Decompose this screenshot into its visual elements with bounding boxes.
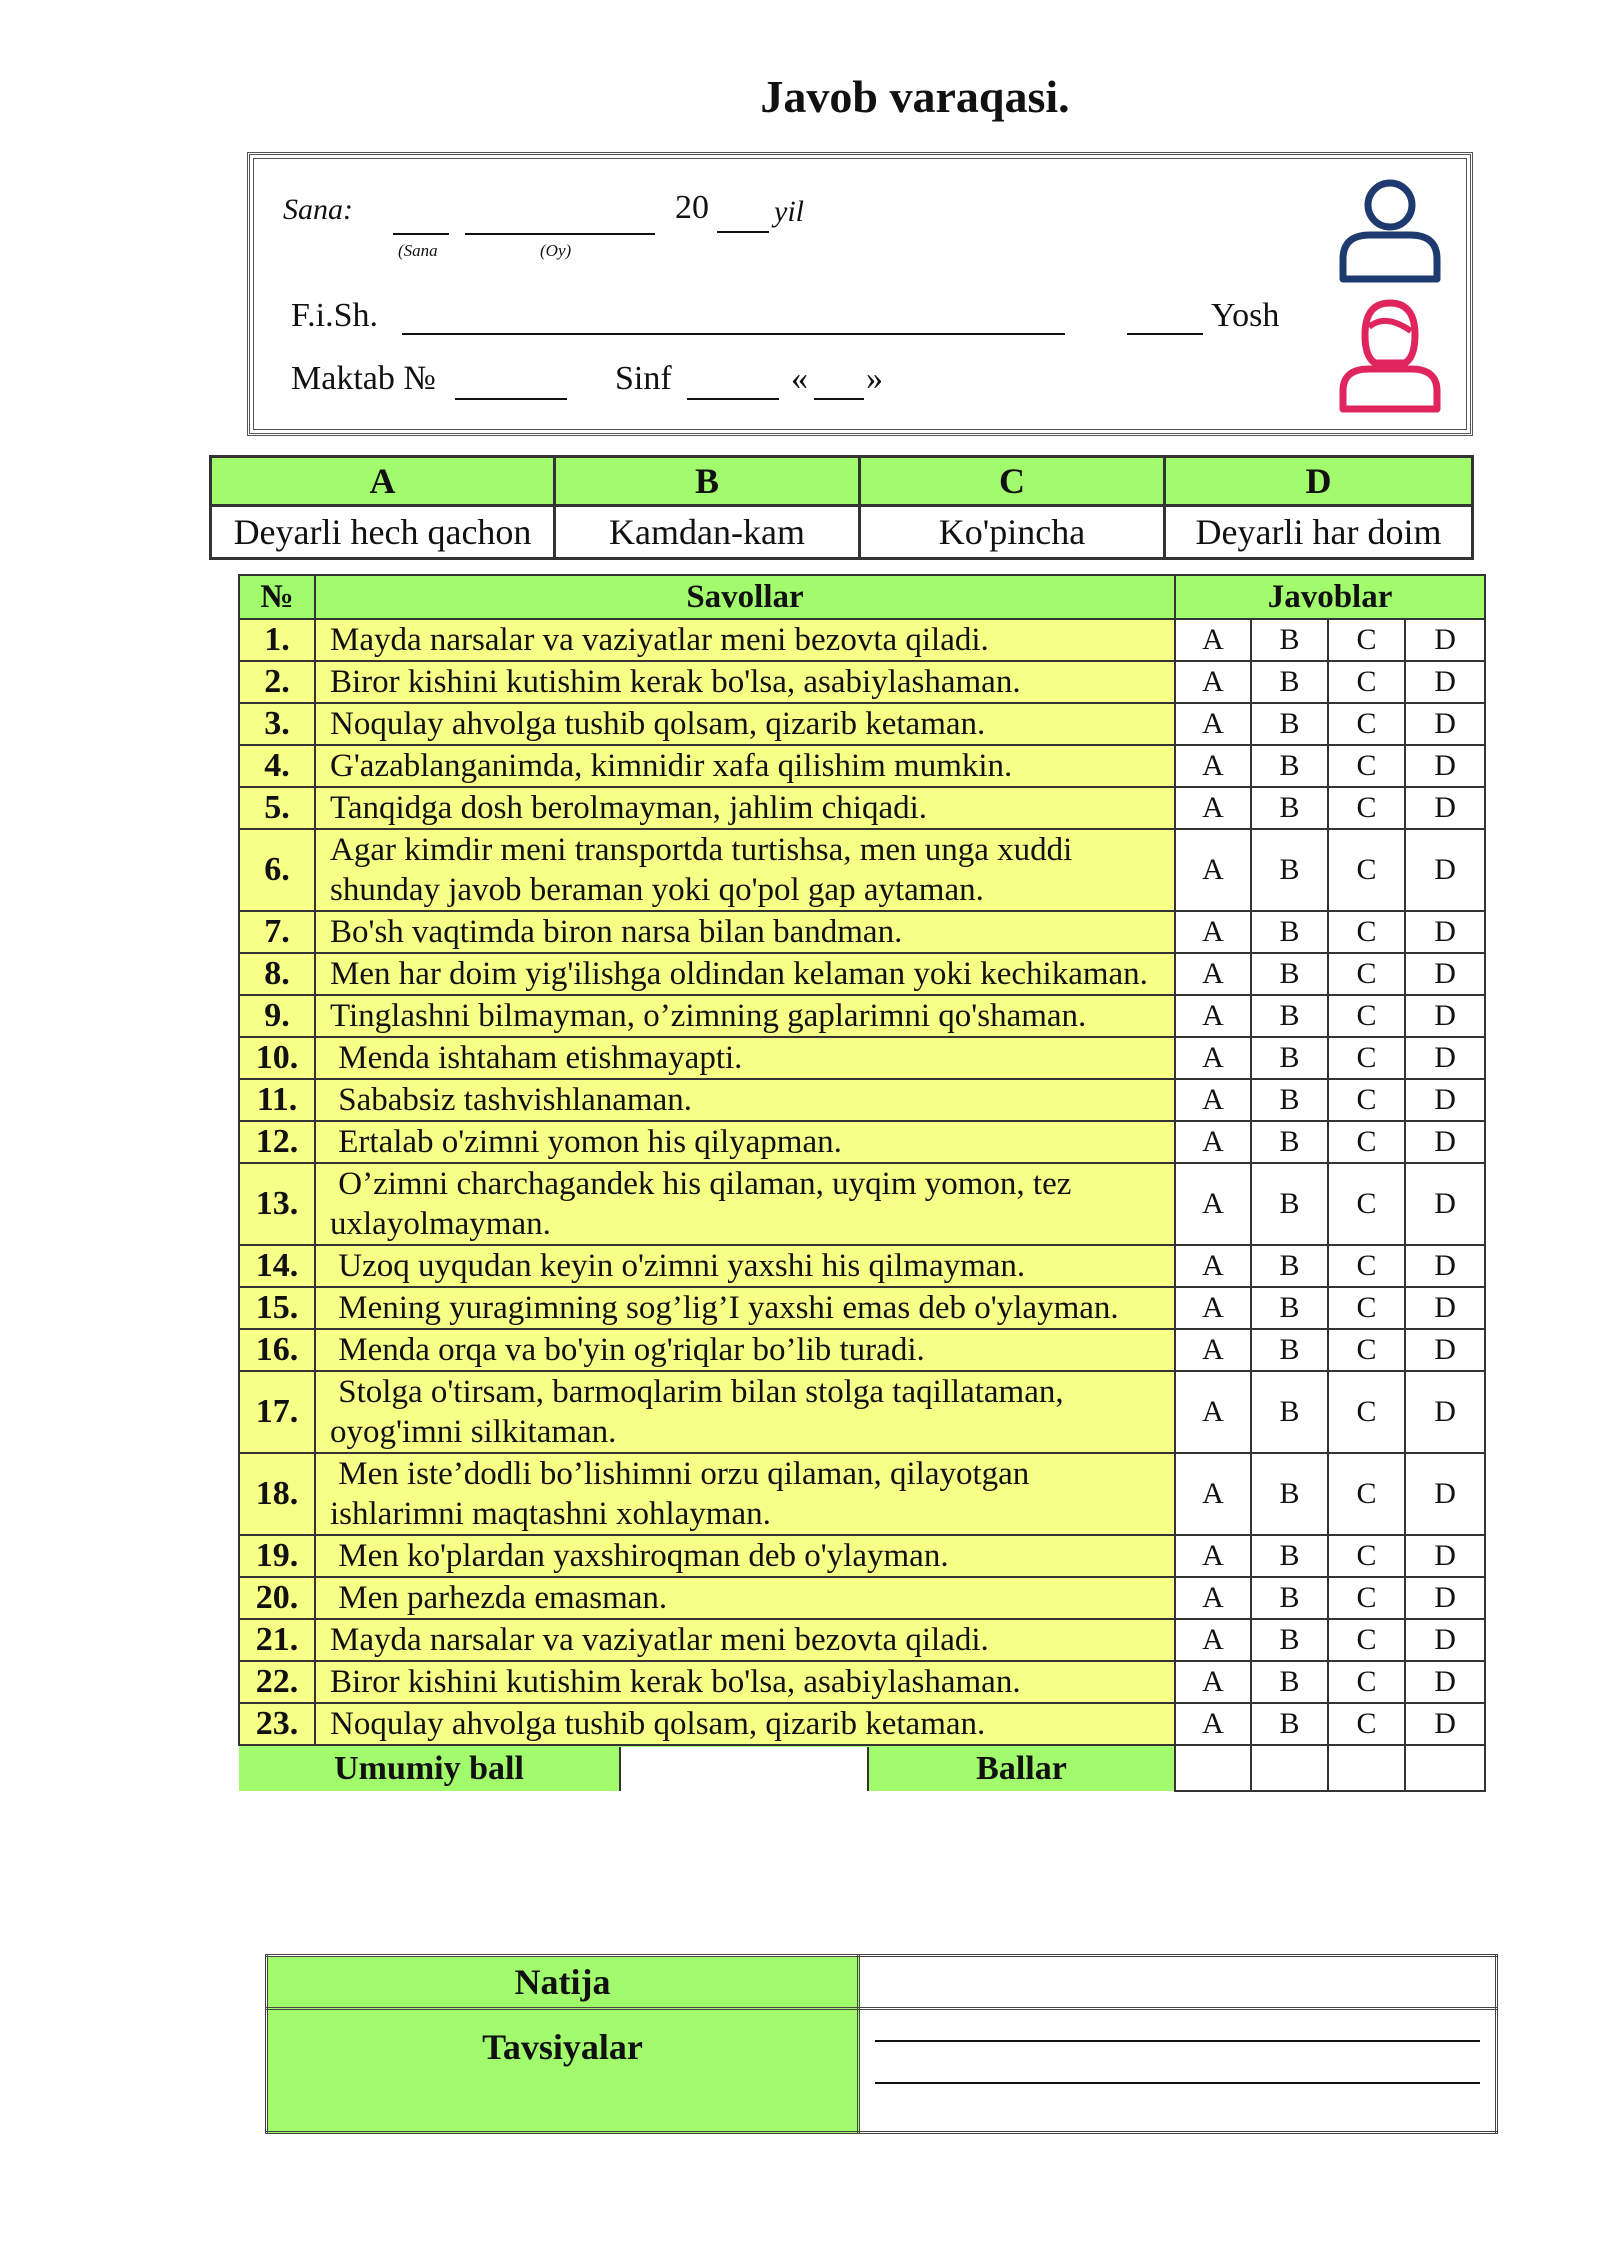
answer-option-a[interactable]: A	[1175, 911, 1251, 953]
answer-option-d[interactable]: D	[1405, 1079, 1485, 1121]
answer-option-d[interactable]: D	[1405, 1619, 1485, 1661]
answer-option-b[interactable]: B	[1251, 911, 1328, 953]
legend-letter-a: A	[211, 457, 555, 506]
school-number-blank[interactable]	[455, 398, 567, 400]
score-c-field[interactable]	[1328, 1745, 1405, 1791]
answer-option-d[interactable]: D	[1405, 1287, 1485, 1329]
question-text: Mayda narsalar va vaziyatlar meni bezovta qiladi.	[315, 619, 1175, 661]
answer-option-a[interactable]: A	[1175, 953, 1251, 995]
answer-option-b[interactable]: B	[1251, 1037, 1328, 1079]
question-text: Sababsiz tashvishlanaman.	[315, 1079, 1175, 1121]
answer-option-a[interactable]: A	[1175, 1703, 1251, 1745]
answer-option-b[interactable]: B	[1251, 1661, 1328, 1703]
table-row	[239, 1453, 1485, 1535]
table-row	[239, 1163, 1485, 1245]
answer-option-d[interactable]: D	[1405, 1371, 1485, 1453]
question-number: 12.	[239, 1121, 315, 1163]
answer-option-a[interactable]: A	[1175, 787, 1251, 829]
question-text: Noqulay ahvolga tushib qolsam, qizarib ketaman.	[315, 703, 1175, 745]
table-row	[239, 1329, 1485, 1371]
answer-option-c[interactable]: C	[1328, 1079, 1405, 1121]
answer-option-b[interactable]: B	[1251, 1371, 1328, 1453]
questions-table	[238, 574, 1486, 1792]
answer-option-b[interactable]: B	[1251, 787, 1328, 829]
table-row	[239, 995, 1485, 1037]
answer-option-b[interactable]: B	[1251, 1163, 1328, 1245]
answer-option-a[interactable]: A	[1175, 1287, 1251, 1329]
answer-option-c[interactable]: C	[1328, 1577, 1405, 1619]
answer-legend-table	[209, 455, 1474, 560]
class-letter-blank[interactable]	[814, 398, 864, 400]
question-number: 5.	[239, 787, 315, 829]
question-number: 15.	[239, 1287, 315, 1329]
table-row	[239, 953, 1485, 995]
student-info-box	[247, 152, 1473, 436]
question-number: 18.	[239, 1453, 315, 1535]
fish-blank[interactable]	[402, 333, 1065, 335]
answer-option-c[interactable]: C	[1328, 1371, 1405, 1453]
answers-column-header: Javoblar	[1175, 575, 1485, 619]
answer-option-a[interactable]: A	[1175, 1453, 1251, 1535]
question-text: Biror kishini kutishim kerak bo'lsa, asabiylashaman.	[315, 661, 1175, 703]
answer-option-c[interactable]: C	[1328, 829, 1405, 911]
month-blank[interactable]	[465, 233, 655, 235]
answer-option-c[interactable]: C	[1328, 1329, 1405, 1371]
answer-option-b[interactable]: B	[1251, 829, 1328, 911]
sana-label: Sana:	[283, 193, 353, 226]
answer-option-d[interactable]: D	[1405, 1661, 1485, 1703]
ballar-label: Ballar	[868, 1747, 1174, 1791]
table-row	[239, 1037, 1485, 1079]
answer-option-d[interactable]: D	[1405, 661, 1485, 703]
question-number: 1.	[239, 619, 315, 661]
answer-option-d[interactable]: D	[1405, 1037, 1485, 1079]
question-number: 10.	[239, 1037, 315, 1079]
female-user-icon	[1335, 295, 1445, 415]
answer-option-a[interactable]: A	[1175, 1661, 1251, 1703]
maktab-label: Maktab №	[291, 360, 436, 397]
answer-option-a[interactable]: A	[1175, 661, 1251, 703]
question-number: 20.	[239, 1577, 315, 1619]
answer-option-d[interactable]: D	[1405, 829, 1485, 911]
answer-option-a[interactable]: A	[1175, 1535, 1251, 1577]
answer-option-a[interactable]: A	[1175, 703, 1251, 745]
answer-option-a[interactable]: A	[1175, 1163, 1251, 1245]
table-row	[239, 829, 1485, 911]
answer-option-d[interactable]: D	[1405, 953, 1485, 995]
table-row	[239, 1661, 1485, 1703]
question-text: Men parhezda emasman.	[315, 1577, 1175, 1619]
table-row	[239, 1287, 1485, 1329]
questions-column-header: Savollar	[315, 575, 1175, 619]
answer-option-b[interactable]: B	[1251, 995, 1328, 1037]
question-text: Biror kishini kutishim kerak bo'lsa, asabiylashaman.	[315, 1661, 1175, 1703]
question-number: 11.	[239, 1079, 315, 1121]
question-number: 23.	[239, 1703, 315, 1745]
legend-letter-c: C	[860, 457, 1165, 506]
answer-option-b[interactable]: B	[1251, 1329, 1328, 1371]
answer-option-c[interactable]: C	[1328, 1037, 1405, 1079]
yosh-label: Yosh	[1211, 297, 1280, 334]
answer-option-d[interactable]: D	[1405, 1245, 1485, 1287]
answer-option-c[interactable]: C	[1328, 1703, 1405, 1745]
question-number: 14.	[239, 1245, 315, 1287]
answer-option-d[interactable]: D	[1405, 703, 1485, 745]
answer-option-a[interactable]: A	[1175, 1245, 1251, 1287]
answer-option-c[interactable]: C	[1328, 619, 1405, 661]
day-blank[interactable]	[393, 233, 449, 235]
natija-field[interactable]	[859, 1956, 1497, 2009]
fish-label: F.i.Sh.	[291, 297, 379, 334]
natija-label: Natija	[267, 1956, 859, 2009]
answer-option-c[interactable]: C	[1328, 703, 1405, 745]
answer-option-c[interactable]: C	[1328, 995, 1405, 1037]
question-number: 16.	[239, 1329, 315, 1371]
legend-meaning-d: Deyarli har doim	[1165, 506, 1473, 559]
question-text: Menda orqa va bo'yin og'riqlar bo’lib turadi.	[315, 1329, 1175, 1371]
answer-option-c[interactable]: C	[1328, 953, 1405, 995]
answer-option-d[interactable]: D	[1405, 1453, 1485, 1535]
month-sublabel: (Oy)	[540, 241, 572, 260]
answer-option-b[interactable]: B	[1251, 745, 1328, 787]
question-text: Bo'sh vaqtimda biron narsa bilan bandman.	[315, 911, 1175, 953]
table-row	[239, 661, 1485, 703]
answer-option-b[interactable]: B	[1251, 1453, 1328, 1535]
table-row	[239, 1703, 1485, 1745]
table-row	[239, 1371, 1485, 1453]
answer-option-b[interactable]: B	[1251, 1287, 1328, 1329]
question-number: 3.	[239, 703, 315, 745]
question-number: 22.	[239, 1661, 315, 1703]
answer-option-b[interactable]: B	[1251, 1245, 1328, 1287]
answer-option-c[interactable]: C	[1328, 1619, 1405, 1661]
male-user-icon	[1335, 175, 1445, 285]
question-number: 19.	[239, 1535, 315, 1577]
question-text: Tanqidga dosh berolmayman, jahlim chiqadi.	[315, 787, 1175, 829]
answer-option-d[interactable]: D	[1405, 787, 1485, 829]
answer-option-c[interactable]: C	[1328, 661, 1405, 703]
answer-option-d[interactable]: D	[1405, 1535, 1485, 1577]
question-text: Men har doim yig'ilishga oldindan kelaman yoki kechikaman.	[315, 953, 1175, 995]
year-prefix: 20	[675, 189, 709, 226]
answer-option-c[interactable]: C	[1328, 911, 1405, 953]
answer-option-d[interactable]: D	[1405, 745, 1485, 787]
answer-option-b[interactable]: B	[1251, 703, 1328, 745]
answer-option-a[interactable]: A	[1175, 1371, 1251, 1453]
score-d-field[interactable]	[1405, 1745, 1485, 1791]
answer-option-c[interactable]: C	[1328, 1245, 1405, 1287]
answer-option-a[interactable]: A	[1175, 745, 1251, 787]
question-number: 7.	[239, 911, 315, 953]
answer-option-d[interactable]: D	[1405, 1329, 1485, 1371]
question-number: 4.	[239, 745, 315, 787]
table-row	[239, 619, 1485, 661]
tavsiyalar-line-2	[875, 2082, 1480, 2084]
question-text: Agar kimdir meni transportda turtishsa, men unga xuddi shunday javob beraman yoki qo'pol gap aytaman.	[315, 829, 1175, 911]
tavsiyalar-field[interactable]	[859, 2009, 1497, 2133]
question-number: 6.	[239, 829, 315, 911]
quote-close: »	[866, 360, 883, 397]
question-text: Men iste’dodli bo’lishimni orzu qilaman, qilayotgan ishlarimni maqtashni xohlayman.	[315, 1453, 1175, 1535]
table-row	[239, 911, 1485, 953]
answer-option-d[interactable]: D	[1405, 911, 1485, 953]
question-text: Mayda narsalar va vaziyatlar meni bezovta qiladi.	[315, 1619, 1175, 1661]
answer-option-a[interactable]: A	[1175, 1577, 1251, 1619]
question-text: Mening yuragimning sog’lig’I yaxshi emas deb o'ylayman.	[315, 1287, 1175, 1329]
result-table	[265, 1954, 1498, 2134]
age-blank[interactable]	[1127, 333, 1203, 335]
answer-option-c[interactable]: C	[1328, 787, 1405, 829]
answer-option-a[interactable]: A	[1175, 1121, 1251, 1163]
year-blank[interactable]	[717, 231, 769, 233]
total-score-label: Umumiy ball	[239, 1747, 620, 1791]
quote-open: «	[791, 360, 808, 397]
answer-option-b[interactable]: B	[1251, 1535, 1328, 1577]
question-text: Menda ishtaham etishmayapti.	[315, 1037, 1175, 1079]
question-number: 9.	[239, 995, 315, 1037]
answer-option-b[interactable]: B	[1251, 953, 1328, 995]
answer-option-a[interactable]: A	[1175, 1079, 1251, 1121]
answer-option-a[interactable]: A	[1175, 1329, 1251, 1371]
table-row	[239, 1577, 1485, 1619]
tavsiyalar-label: Tavsiyalar	[267, 2009, 859, 2133]
answer-option-b[interactable]: B	[1251, 661, 1328, 703]
table-row	[239, 703, 1485, 745]
question-number: 13.	[239, 1163, 315, 1245]
answer-option-b[interactable]: B	[1251, 1703, 1328, 1745]
table-row	[239, 1245, 1485, 1287]
question-number: 2.	[239, 661, 315, 703]
year-suffix: yil	[774, 195, 804, 228]
table-row	[239, 1535, 1485, 1577]
answer-option-b[interactable]: B	[1251, 1577, 1328, 1619]
answer-option-a[interactable]: A	[1175, 1619, 1251, 1661]
number-column-header: №	[239, 575, 315, 619]
question-text: Men ko'plardan yaxshiroqman deb o'ylayman.	[315, 1535, 1175, 1577]
answer-option-c[interactable]: C	[1328, 1287, 1405, 1329]
answer-option-d[interactable]: D	[1405, 1703, 1485, 1745]
answer-option-b[interactable]: B	[1251, 1121, 1328, 1163]
question-number: 17.	[239, 1371, 315, 1453]
question-number: 8.	[239, 953, 315, 995]
answer-option-b[interactable]: B	[1251, 619, 1328, 661]
table-row	[239, 787, 1485, 829]
answer-option-d[interactable]: D	[1405, 1577, 1485, 1619]
answer-option-a[interactable]: A	[1175, 829, 1251, 911]
legend-letter-b: B	[555, 457, 860, 506]
score-a-field[interactable]	[1175, 1745, 1251, 1791]
day-sublabel: (Sana	[398, 241, 438, 260]
answer-option-d[interactable]: D	[1405, 619, 1485, 661]
page-title: Javob varaqasi.	[760, 71, 1070, 122]
answer-option-c[interactable]: C	[1328, 1535, 1405, 1577]
legend-meaning-a: Deyarli hech qachon	[211, 506, 555, 559]
answer-option-c[interactable]: C	[1328, 1453, 1405, 1535]
question-text: Ertalab o'zimni yomon his qilyapman.	[315, 1121, 1175, 1163]
score-b-field[interactable]	[1251, 1745, 1328, 1791]
answer-option-c[interactable]: C	[1328, 1661, 1405, 1703]
table-row	[239, 1079, 1485, 1121]
answer-option-a[interactable]: A	[1175, 619, 1251, 661]
answer-option-d[interactable]: D	[1405, 995, 1485, 1037]
total-score-field[interactable]	[620, 1747, 868, 1791]
question-text: O’zimni charchagandek his qilaman, uyqim yomon, tez uxlayolmayman.	[315, 1163, 1175, 1245]
total-row	[239, 1745, 1485, 1791]
legend-meaning-b: Kamdan-kam	[555, 506, 860, 559]
answer-option-c[interactable]: C	[1328, 745, 1405, 787]
answer-option-b[interactable]: B	[1251, 1079, 1328, 1121]
question-text: Stolga o'tirsam, barmoqlarim bilan stolga taqillataman, oyog'imni silkitaman.	[315, 1371, 1175, 1453]
table-row	[239, 745, 1485, 787]
grade-blank[interactable]	[687, 398, 779, 400]
question-text: G'azablanganimda, kimnidir xafa qilishim mumkin.	[315, 745, 1175, 787]
question-text: Tinglashni bilmayman, o’zimning gaplarimni qo'shaman.	[315, 995, 1175, 1037]
legend-meaning-c: Ko'pincha	[860, 506, 1165, 559]
question-text: Noqulay ahvolga tushib qolsam, qizarib ketaman.	[315, 1703, 1175, 1745]
answer-option-b[interactable]: B	[1251, 1619, 1328, 1661]
sinf-label: Sinf	[615, 360, 672, 397]
answer-option-d[interactable]: D	[1405, 1121, 1485, 1163]
answer-option-a[interactable]: A	[1175, 995, 1251, 1037]
answer-option-a[interactable]: A	[1175, 1037, 1251, 1079]
answer-option-d[interactable]: D	[1405, 1163, 1485, 1245]
question-number: 21.	[239, 1619, 315, 1661]
table-row	[239, 1121, 1485, 1163]
legend-letter-d: D	[1165, 457, 1473, 506]
table-row	[239, 1619, 1485, 1661]
answer-option-c[interactable]: C	[1328, 1163, 1405, 1245]
answer-option-c[interactable]: C	[1328, 1121, 1405, 1163]
question-text: Uzoq uyqudan keyin o'zimni yaxshi his qilmayman.	[315, 1245, 1175, 1287]
